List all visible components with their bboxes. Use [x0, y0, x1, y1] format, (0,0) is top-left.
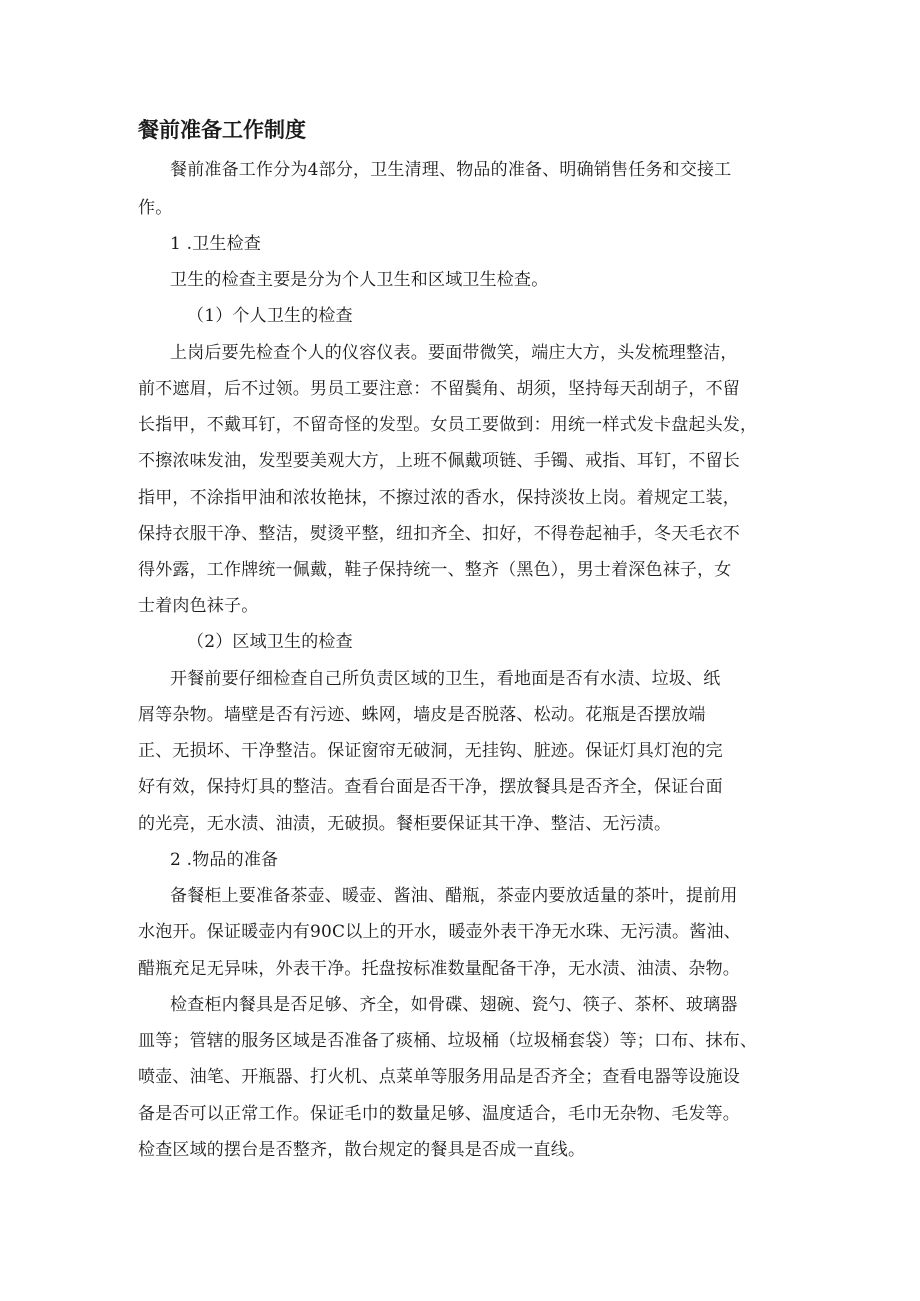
section2-para1-line: 醋瓶充足无异味，外表干净。托盘按标准数量配备干净，无水渍、油渍、杂物。 — [138, 959, 740, 979]
section2-para2-line: 喷壶、油笔、开瓶器、打火机、点菜单等服务用品是否齐全；查看电器等设施设 — [138, 1067, 740, 1087]
sub1-line: 长指甲，不戴耳钉，不留奇怪的发型。女员工要做到：用统一样式发卡盘起头发， — [138, 415, 758, 435]
sub2-line: 开餐前要仔细检查自己所负责区域的卫生，看地面是否有水渍、垃圾、纸 — [170, 669, 721, 689]
section2-para2-line: 皿等；管辖的服务区域是否准备了痰桶、垃圾桶（垃圾桶套袋）等；口布、抹布、 — [138, 1031, 758, 1051]
intro-line: 餐前准备工作分为4部分，卫生清理、物品的准备、明确销售任务和交接工 — [170, 160, 732, 180]
sub2-heading: （2）区域卫生的检查 — [187, 632, 353, 652]
section2-para1-line: 水泡开。保证暖壶内有90C以上的开水，暖壶外表干净无水珠、无污渍。酱油、 — [138, 922, 741, 942]
section2-para1-line: 备餐柜上要准备茶壶、暖壶、酱油、醋瓶，茶壶内要放适量的茶叶，提前用 — [170, 886, 738, 906]
sub1-heading: （1）个人卫生的检查 — [187, 306, 353, 326]
section2-heading: 2 .物品的准备 — [170, 850, 279, 870]
sub1-line: 上岗后要先检查个人的仪容仪表。要面带微笑，端庄大方，头发梳理整洁， — [170, 343, 738, 363]
sub1-line: 保持衣服干净、整洁，熨烫平整，纽扣齐全、扣好，不得卷起袖手，冬天毛衣不 — [138, 524, 740, 544]
sub1-line: 得外露，工作牌统一佩戴，鞋子保持统一、整齐（黑色），男士着深色袜子，女 — [138, 560, 732, 580]
section2-para2-line: 检查柜内餐具是否足够、齐全，如骨碟、翅碗、瓷勺、筷子、茶杯、玻璃器 — [170, 995, 738, 1015]
sub2-line: 正、无损坏、干净整洁。保证窗帘无破洞，无挂钩、脏迹。保证灯具灯泡的完 — [138, 741, 723, 761]
section1-heading: 1 .卫生检查 — [170, 234, 262, 254]
section2-para2-line: 检查区域的摆台是否整齐，散台规定的餐具是否成一直线。 — [138, 1140, 586, 1160]
sub2-line: 的光亮，无水渍、油渍，无破损。餐柜要保证其干净、整洁、无污渍。 — [138, 814, 672, 834]
section1-summary: 卫生的检查主要是分为个人卫生和区域卫生检查。 — [170, 270, 549, 290]
sub2-line: 好有效，保持灯具的整洁。查看台面是否干净，摆放餐具是否齐全，保证台面 — [138, 777, 723, 797]
sub1-line: 不擦浓味发油，发型要美观大方，上班不佩戴项链、手镯、戒指、耳钉，不留长 — [138, 451, 740, 471]
sub2-line: 屑等杂物。墙壁是否有污迹、蛛网，墙皮是否脱落、松动。花瓶是否摆放端 — [138, 705, 706, 725]
section2-para2-line: 备是否可以正常工作。保证毛巾的数量足够、温度适合，毛巾无杂物、毛发等。 — [138, 1104, 740, 1124]
sub1-line: 指甲，不涂指甲油和浓妆艳抹，不擦过浓的香水，保持淡妆上岗。着规定工装， — [138, 488, 740, 508]
intro-line: 作。 — [138, 198, 173, 218]
sub1-line: 士着肉色袜子。 — [138, 596, 259, 616]
document-title: 餐前准备工作制度 — [138, 118, 306, 142]
sub1-line: 前不遮眉，后不过领。男员工要注意：不留鬓角、胡须，坚持每天刮胡子，不留 — [138, 379, 740, 399]
